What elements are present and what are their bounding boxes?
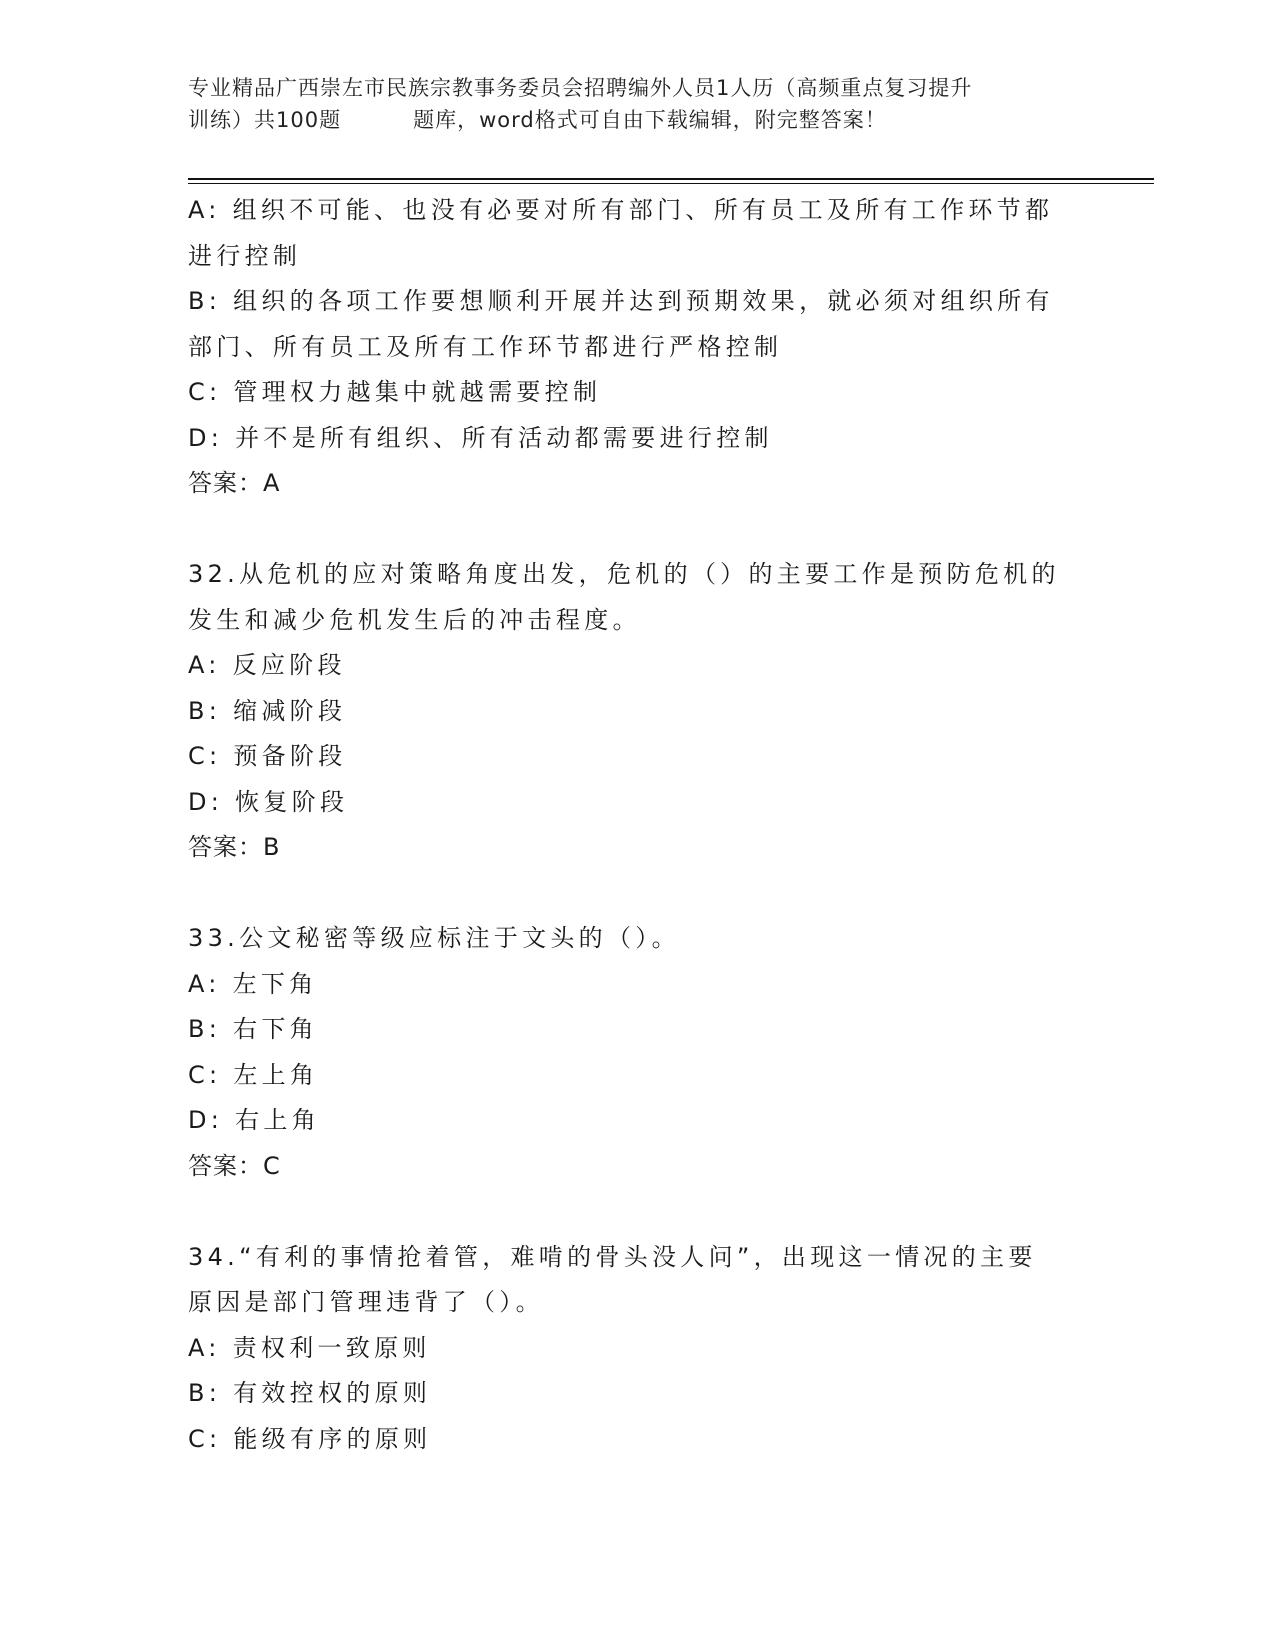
answer: 答案：A <box>188 469 281 497</box>
document-header <box>188 72 1088 136</box>
header-rule-thin <box>188 183 1154 184</box>
answer: 答案：B <box>188 833 281 861</box>
question-stem-line-1: 32.从危机的应对策略角度出发，危机的（）的主要工作是预防危机的 <box>188 560 1060 588</box>
option-b-line-2: 部门、所有员工及所有工作环节都进行严格控制 <box>188 332 783 361</box>
question-stem-line-1: 33.公文秘密等级应标注于文头的（）。 <box>188 924 680 952</box>
header-title-line-2-left: 训练）共100题 <box>188 108 342 132</box>
header-title-line-1: 专业精品广西崇左市民族宗教事务委员会招聘编外人员1人历（高频重点复习提升 <box>188 76 973 100</box>
option-a-line-2: 进行控制 <box>188 241 302 270</box>
option-a: A: 责权利一致原则 <box>188 1333 431 1362</box>
option-c: C: 管理权力越集中就越需要控制 <box>188 378 602 406</box>
option-d: D: 并不是所有组织、所有活动都需要进行控制 <box>188 423 773 452</box>
question-32 <box>188 552 1088 871</box>
option-d: D: 右上角 <box>188 1106 320 1134</box>
option-a-line-1: A: 组织不可能、也没有必要对所有部门、所有员工及所有工作环节都 <box>188 196 1054 224</box>
option-b: B: 缩减阶段 <box>188 696 347 725</box>
header-title-line-2 <box>188 104 1088 136</box>
question-31-continued <box>188 188 1088 507</box>
question-stem-line-2: 发生和减少危机发生后的冲击程度。 <box>188 605 641 634</box>
question-33 <box>188 916 1088 1189</box>
header-title-line-2-right: 题库，word格式可自由下载编辑，附完整答案！ <box>413 108 887 132</box>
header-rule-thick <box>188 178 1154 180</box>
question-stem-line-1: 34.“有利的事情抢着管，难啃的骨头没人问”，出现这一情况的主要 <box>188 1242 1037 1271</box>
question-stem-line-2: 原因是部门管理违背了（）。 <box>188 1288 544 1316</box>
option-d: D: 恢复阶段 <box>188 787 349 816</box>
option-c: C: 能级有序的原则 <box>188 1424 432 1453</box>
question-34 <box>188 1235 1088 1463</box>
option-a: A: 左下角 <box>188 969 318 998</box>
option-c: C: 预备阶段 <box>188 742 347 770</box>
document-body <box>188 188 1088 1462</box>
answer: 答案：C <box>188 1151 281 1180</box>
option-b-line-1: B: 组织的各项工作要想顺利开展并达到预期效果，就必须对组织所有 <box>188 287 1054 315</box>
option-c: C: 左上角 <box>188 1060 319 1089</box>
option-b: B: 有效控权的原则 <box>188 1379 432 1407</box>
option-a: A: 反应阶段 <box>188 651 346 679</box>
option-b: B: 右下角 <box>188 1015 318 1043</box>
